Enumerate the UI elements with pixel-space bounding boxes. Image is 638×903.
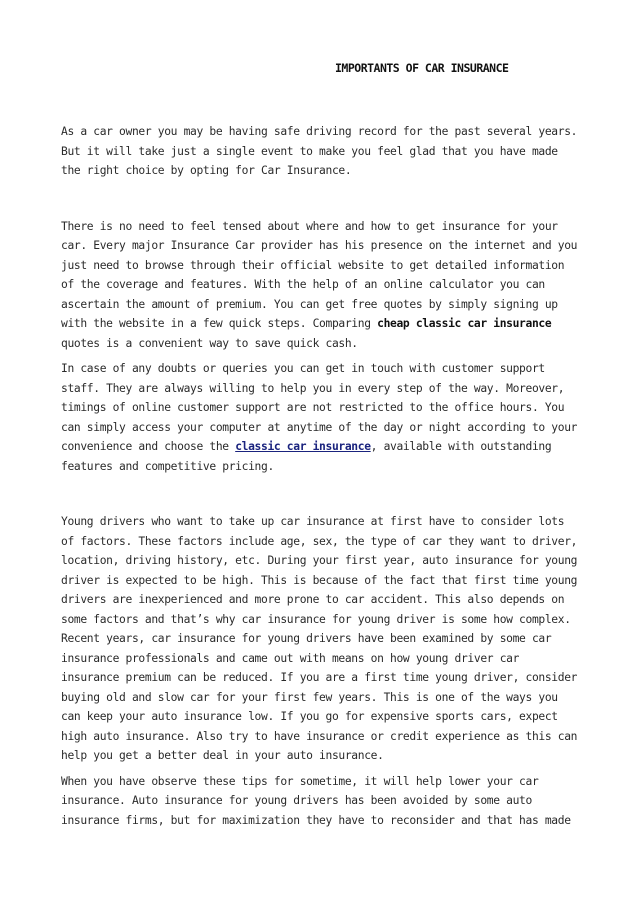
paragraph-customer-support <box>61 359 581 476</box>
paragraph-intro: As a car owner you may be having safe driving record for the past several years. But it will take just a single event to make you feel glad that you have made the right choice by opting for Car Insurance. <box>61 125 578 177</box>
paragraph-young-drivers: Young drivers who want to take up car insurance at first have to consider lots of factors. These factors include age, sex, the type of car they want to driver, location, driving history, etc. During your first year, auto insurance for young driver is expected to be high. This is because of the fact that first time young drivers are inexperienced and more prone to car accident. This also depends on some factors and that’s why car insurance for young driver is some how complex. Recent years, car insurance for young drivers have been examined by some car insurance professionals and came out with means on how young driver car insurance premium can be reduced. If you are a first time young driver, consider buying old and slow car for your first few years. This is one of the ways you can keep your auto insurance low. If you go for expensive sports cars, expect high auto insurance. Also try to have insurance or credit experience as this can help you get a better deal in your auto insurance. <box>61 515 578 762</box>
paragraph-gap <box>61 181 581 217</box>
paragraph-text: quotes is a convenient way to save quick cash. <box>61 336 358 350</box>
classic-car-insurance-link[interactable]: classic car insurance <box>235 440 371 453</box>
paragraph-tips: When you have observe these tips for sometime, it will help lower your car insurance. Auto insurance for young drivers has been avoided by some auto insurance firms, but for maximization they have to reconsider and that has made <box>61 774 571 827</box>
keyword-cheap-classic-car-insurance: cheap classic car insurance <box>377 317 552 330</box>
paragraph-text: In case of any doubts or queries you can get in touch with customer support staff. They are always willing to help you in every step of the way. Moreover, timings of online customer support are not restricted to the office hours. You can simply access your computer at anytime of the day or night according to your convenience and choose the <box>61 362 578 453</box>
document-title: IMPORTANTS OF CAR INSURANCE <box>335 61 509 75</box>
paragraph-online-quotes <box>61 217 581 354</box>
document-body <box>61 122 581 830</box>
paragraph-gap <box>61 476 581 512</box>
paragraph-text: There is no need to feel tensed about where and how to get insurance for your car. Every major Insurance Car provider has his presence on the internet and you just need to browse through their official website to get detailed information of the coverage and features. With the help of an online calculator you can ascertain the amount of premium. You can get free quotes by simply signing up with the website in a few quick steps. Comparing <box>61 219 578 330</box>
paragraph-text: , available with outstanding features and competitive pricing. <box>61 440 552 473</box>
